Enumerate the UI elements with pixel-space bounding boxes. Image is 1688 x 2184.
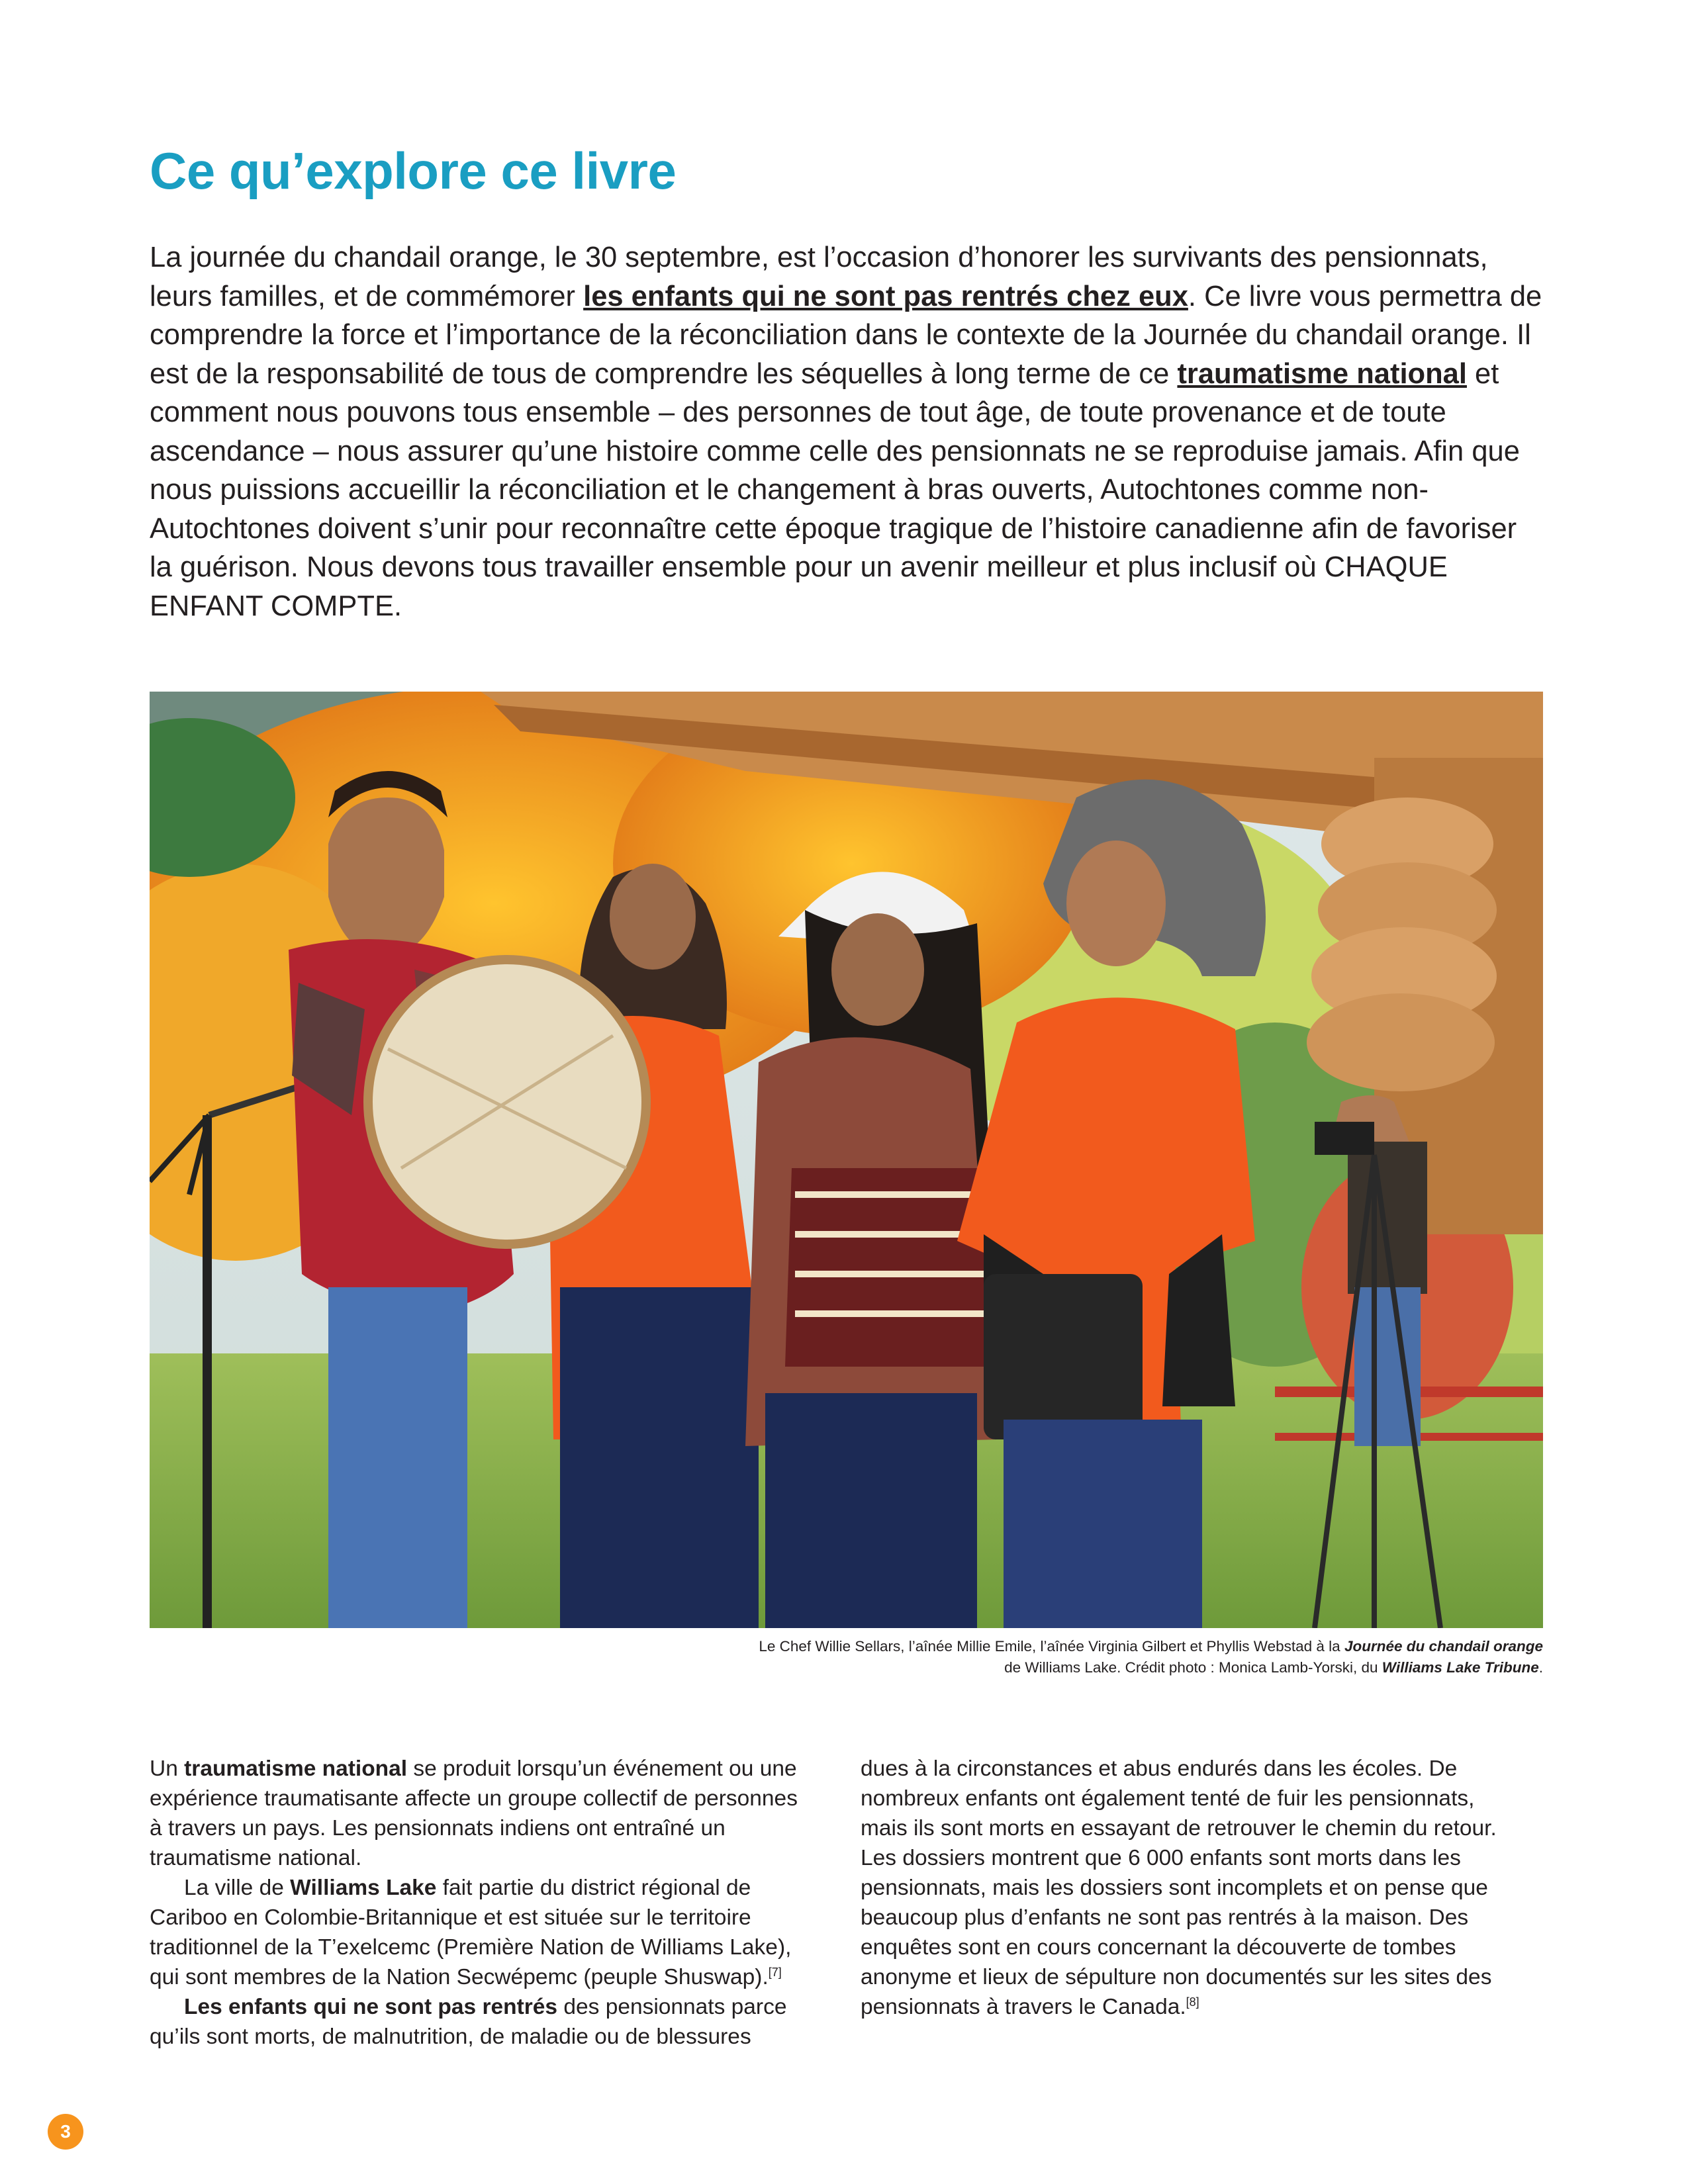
para1-text-a: Un xyxy=(150,1756,185,1781)
reference-8[interactable]: [8] xyxy=(1186,1995,1199,2009)
right-column-text: dues à la circonstances et abus endurés dans les écoles. De nombreux enfants ont également tenté de fuir les pensionnats, mais ils sont morts en essayant de retrouver le chemin du retour. Les dossiers montrent que 6 000 enfants sont morts dans les pensionnats, mais les dossiers sont incomplets et on pense que beaucoup plus d’enfants ne sont pas rentrés à la maison. Des enquêtes sont en cours concernant la découverte de tombes anonyme et lieux de sépulture non documentés sur les sites des pensionnats à travers le Canada. xyxy=(861,1756,1497,2019)
page-number-badge: 3 xyxy=(48,2114,83,2150)
event-photo xyxy=(150,692,1543,1628)
intro-paragraph xyxy=(150,238,1546,625)
right-column xyxy=(861,1754,1523,2022)
page-title: Ce qu’explore ce livre xyxy=(150,142,677,200)
link-enfants-non-rentres-2[interactable]: Les enfants qui ne sont pas rentrés xyxy=(184,1995,558,2019)
reference-7[interactable]: [7] xyxy=(768,1965,782,1979)
paragraph-traumatisme xyxy=(150,1754,812,1873)
intro-text-3: et comment nous pouvons tous ensemble – des personnes de tout âge, de toute provenance et de toute ascendance – nous assurer qu’une histoire comme celle des pensionnats ne se reproduise jamais. Afin que nous puissions accueillir la réconciliation et le changement à bras ouverts, Autochtones comme non-Autochtones doivent s’unir pour reconnaître cette époque tragique de l’histoire canadienne afin de favoriser la guérison. Nous devons tous travailler ensemble pour un avenir meilleur et plus inclusif où CHAQUE ENFANT COMPTE. xyxy=(150,357,1520,622)
intro-text-2: . Ce livre vous permettra de comprendre la force et l’importance de la réconciliation dans le contexte de la Journée du chandail orange. Il est de la responsabilité de tous de comprendre les séquelles à long terme de ce xyxy=(150,280,1542,390)
caption-text-2: de Williams Lake. Crédit photo : Monica Lamb-Yorski, du xyxy=(1004,1659,1382,1676)
para2-text-a: La ville de xyxy=(184,1876,291,1900)
link-williams-lake[interactable]: Williams Lake xyxy=(290,1876,437,1900)
left-column xyxy=(150,1754,812,2052)
paragraph-enfants xyxy=(150,1992,812,2052)
link-traumatisme-national-2[interactable]: traumatisme national xyxy=(184,1756,408,1781)
intro-text-1: La journée du chandail orange, le 30 septembre, est l’occasion d’honorer les survivants des pensionnats, leurs familles, et de commémorer xyxy=(150,242,1488,312)
link-traumatisme-national[interactable]: traumatisme national xyxy=(1177,357,1467,390)
link-enfants-non-rentres[interactable]: les enfants qui ne sont pas rentrés chez eux xyxy=(583,280,1188,312)
caption-text-1: Le Chef Willie Sellars, l’aînée Millie Emile, l’aînée Virginia Gilbert et Phyllis Webstad à la xyxy=(759,1638,1344,1655)
para2-text-b: fait partie du district régional de Cariboo en Colombie-Britannique et est située sur le territoire traditionnel de la T’exelcemc (Première Nation de Williams Lake), qui sont membres de la Nation Secwépemc (peuple Shuswap). xyxy=(150,1876,792,1989)
caption-text-3: . xyxy=(1538,1659,1543,1676)
para1-text-b: se produit lorsqu’un événement ou une expérience traumatisante affecte un groupe collectif de personnes à travers un pays. Les pensionnats indiens ont entraîné un traumatisme national. xyxy=(150,1756,798,1870)
para3-text-b: des pensionnats parce qu’ils sont morts, de malnutrition, de maladie ou de blessures xyxy=(150,1995,787,2049)
caption-event-name: Journée du chandail orange xyxy=(1344,1638,1543,1655)
photo-caption xyxy=(749,1636,1543,1678)
paragraph-williams-lake xyxy=(150,1873,812,1992)
caption-source: Williams Lake Tribune xyxy=(1382,1659,1539,1676)
paragraph-continuation xyxy=(861,1754,1523,2022)
